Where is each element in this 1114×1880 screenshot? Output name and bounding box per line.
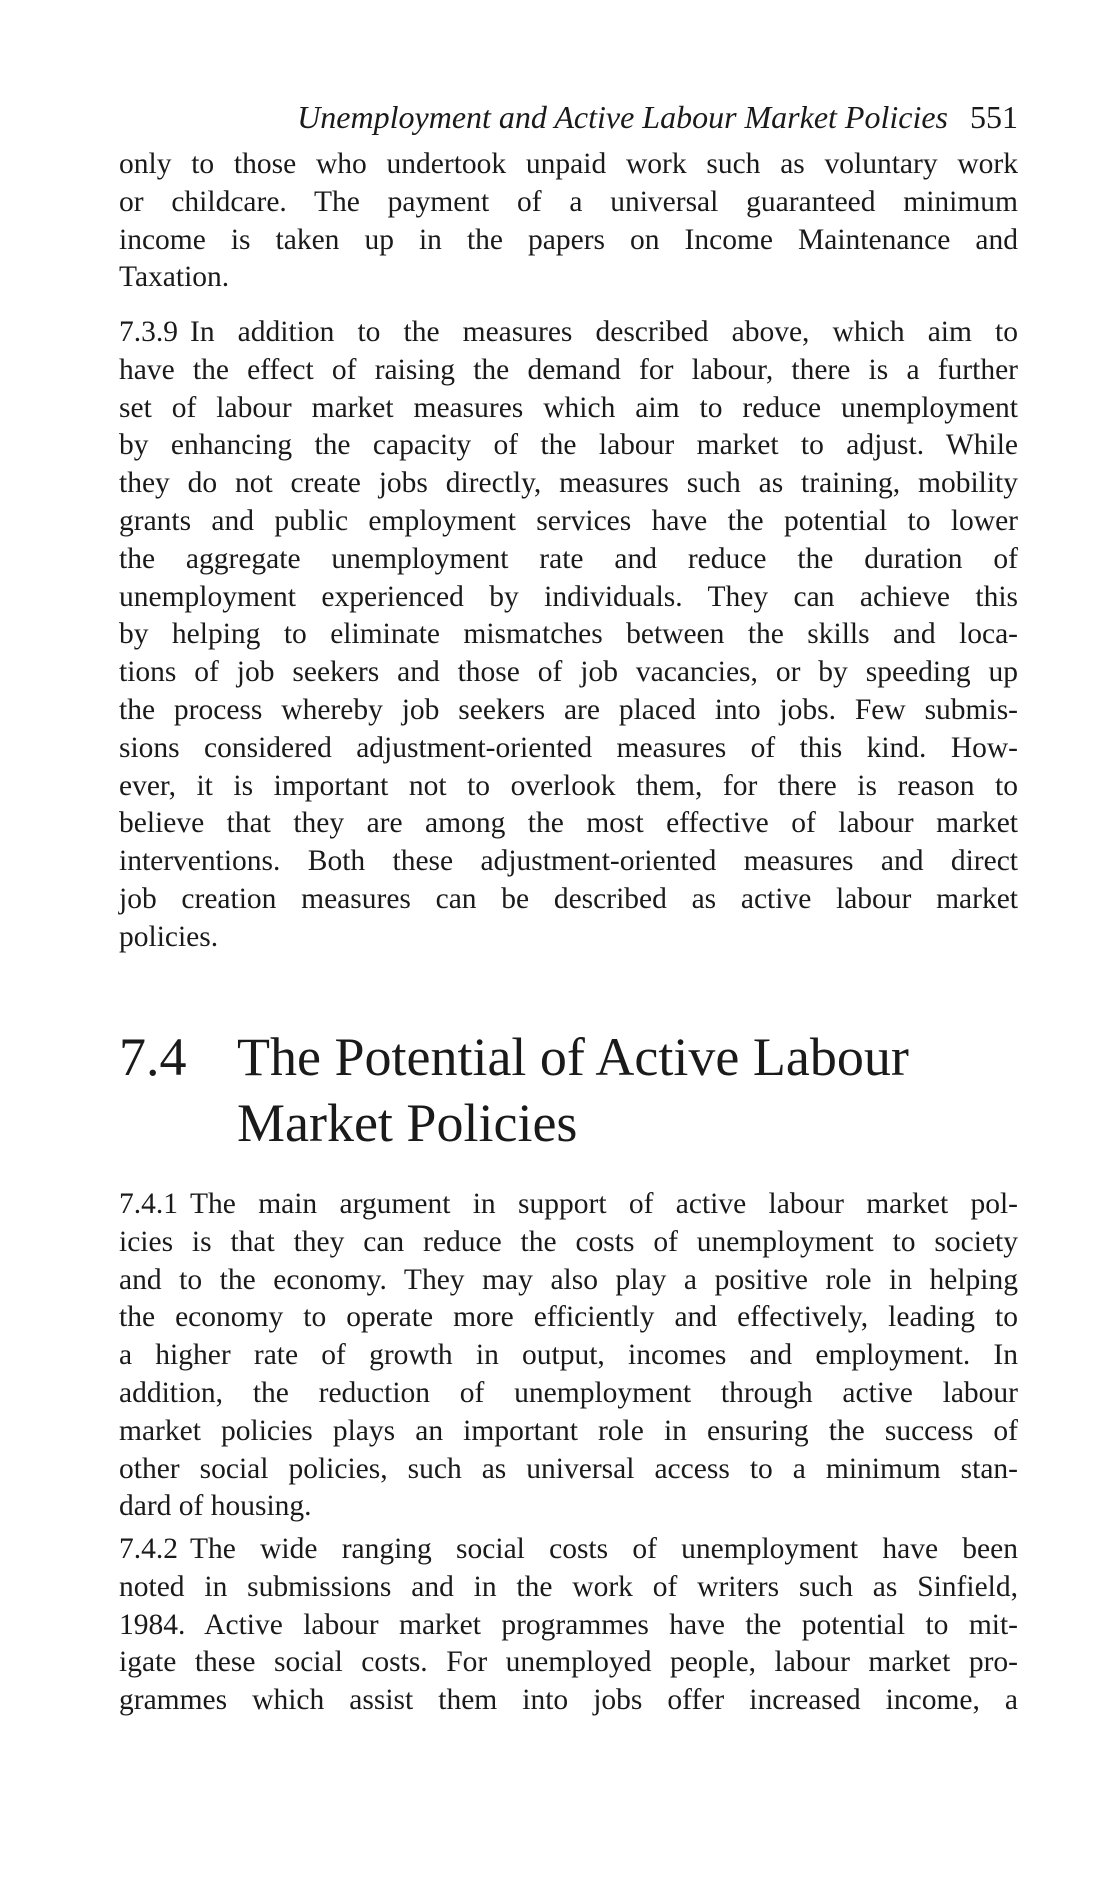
text-line: the process whereby job seekers are placed into jobs. Few submis-: [119, 693, 1018, 726]
continuation-paragraph: [119, 146, 1018, 297]
text-line: [119, 1186, 1018, 1224]
text-line: income is taken up in the papers on Income Maintenance and: [119, 223, 1018, 256]
paragraph-7-4-1: [119, 1186, 1018, 1526]
text-line: they do not create jobs directly, measures such as training, mobility: [119, 467, 1018, 500]
text-line: other social policies, such as universal access to a minimum stan-: [119, 1452, 1018, 1485]
text-line: icies is that they can reduce the costs of unemployment to society: [119, 1225, 1018, 1258]
section-number: 7.4: [119, 1027, 187, 1087]
text-line: [119, 314, 1018, 352]
text-line: policies.: [119, 920, 219, 953]
text-line: believe that they are among the most effective of labour market: [119, 807, 1018, 840]
paragraph-number: 7.3.9: [119, 316, 178, 348]
section-title: [237, 1024, 997, 1156]
running-title: Unemployment and Active Labour Market Policies: [297, 99, 948, 135]
text-line: set of labour market measures which aim to reduce unemployment: [119, 391, 1018, 424]
running-header: [119, 97, 1018, 137]
text-line: grammes which assist them into jobs offer increased income, a: [119, 1684, 1018, 1717]
text-run: The main argument in support of active labour market pol-: [190, 1188, 1018, 1220]
section-title-line: Market Policies: [237, 1093, 578, 1153]
text-line: noted in submissions and in the work of writers such as Sinfield,: [119, 1570, 1018, 1603]
text-line: grants and public employment services have the potential to lower: [119, 504, 1018, 537]
text-line: job creation measures can be described as active labour market: [119, 882, 1018, 915]
text-line: by helping to eliminate mismatches between the skills and loca-: [119, 618, 1018, 651]
text-line: the aggregate unemployment rate and reduce the duration of: [119, 542, 1018, 575]
text-line: only to those who undertook unpaid work such as voluntary work: [119, 148, 1018, 180]
text-line: [119, 1531, 1018, 1569]
text-line: tions of job seekers and those of job vacancies, or by speeding up: [119, 656, 1018, 689]
paragraph-number: 7.4.2: [119, 1533, 178, 1565]
text-line: and to the economy. They may also play a positive role in helping: [119, 1263, 1018, 1296]
paragraph-number: 7.4.1: [119, 1188, 178, 1220]
text-line: have the effect of raising the demand for labour, there is a further: [119, 353, 1018, 386]
text-line: addition, the reduction of unemployment through active labour: [119, 1376, 1018, 1409]
text-line: dard of housing.: [119, 1490, 312, 1523]
text-line: sions considered adjustment-oriented measures of this kind. How-: [119, 731, 1018, 764]
text-line: 1984. Active labour market programmes have the potential to mit-: [119, 1608, 1018, 1641]
text-line: interventions. Both these adjustment-oriented measures and direct: [119, 845, 1018, 878]
paragraph-7-3-9: [119, 314, 1018, 957]
text-line: or childcare. The payment of a universal guaranteed minimum: [119, 185, 1018, 218]
text-line: market policies plays an important role in ensuring the success of: [119, 1414, 1018, 1447]
page-number: 551: [970, 99, 1018, 135]
text-line: the economy to operate more efficiently and effectively, leading to: [119, 1301, 1018, 1334]
text-line: ever, it is important not to overlook them, for there is reason to: [119, 769, 1018, 802]
text-run: In addition to the measures described above, which aim to: [190, 316, 1018, 348]
section-title-line: The Potential of Active Labour: [237, 1027, 909, 1087]
text-line: by enhancing the capacity of the labour market to adjust. While: [119, 429, 1018, 462]
text-line: unemployment experienced by individuals. They can achieve this: [119, 580, 1018, 613]
text-line: a higher rate of growth in output, incomes and employment. In: [119, 1339, 1018, 1372]
text-line: Taxation.: [119, 261, 230, 294]
text-line: igate these social costs. For unemployed people, labour market pro-: [119, 1646, 1018, 1679]
paragraph-7-4-2: [119, 1531, 1018, 1720]
text-run: The wide ranging social costs of unemployment have been: [190, 1533, 1018, 1565]
